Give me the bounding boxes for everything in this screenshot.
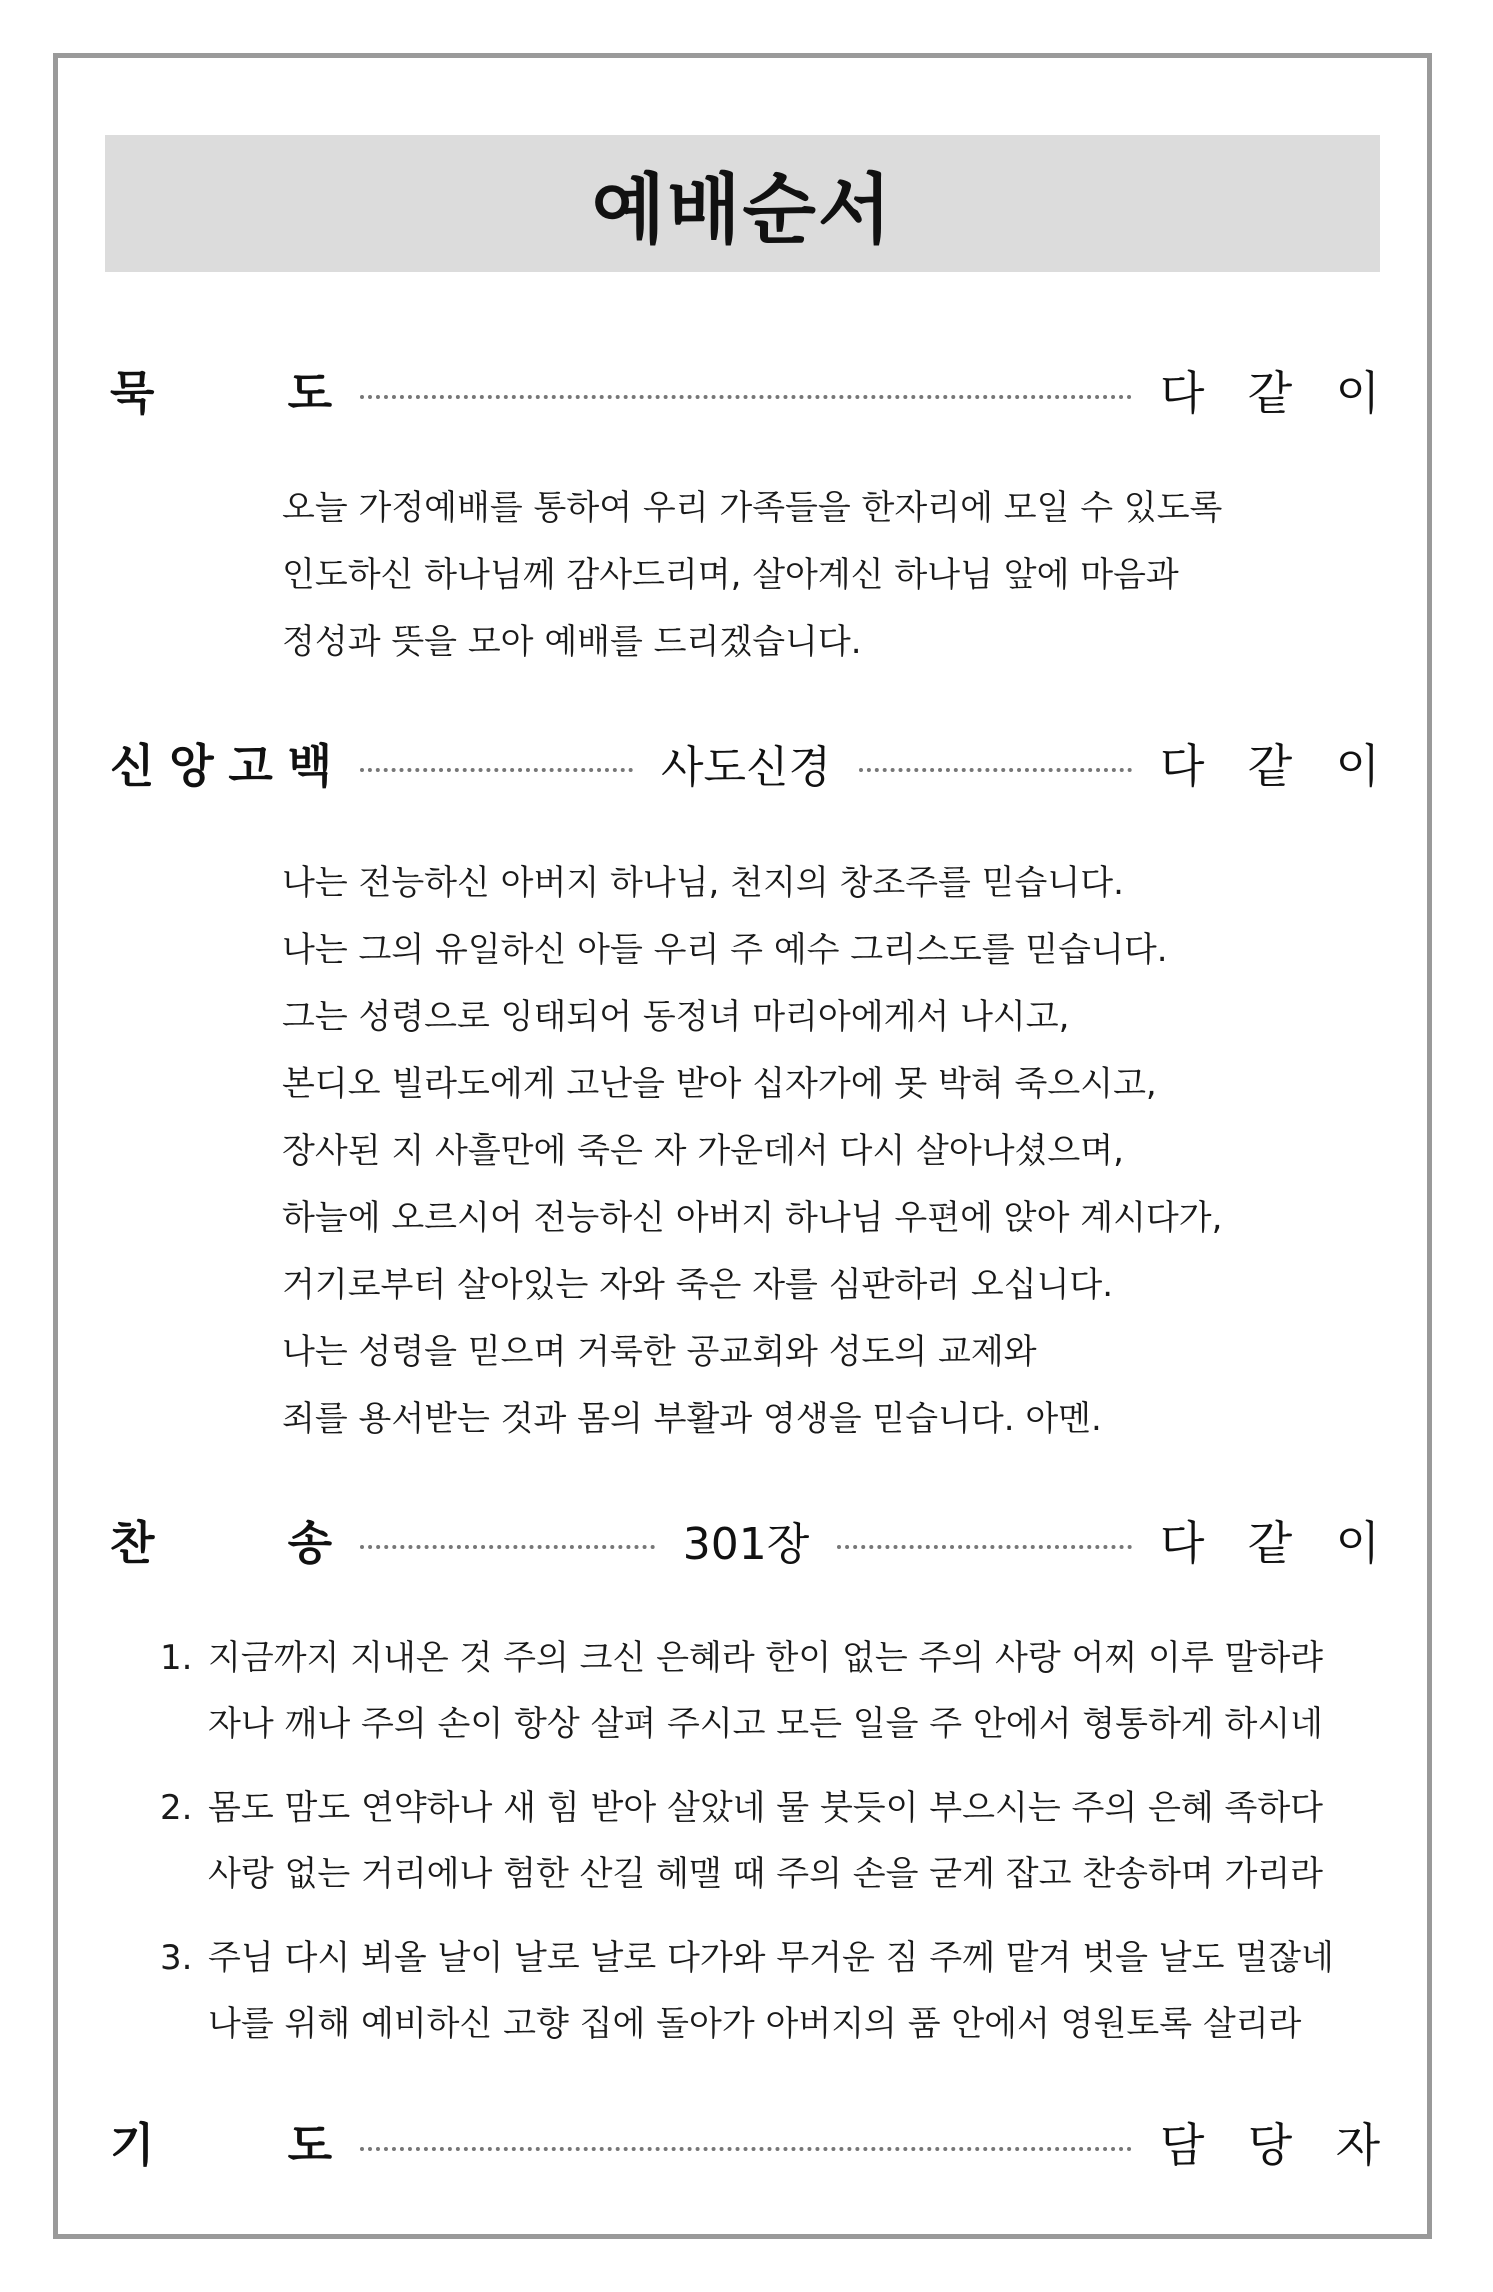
dot-leader [837,1545,1132,1549]
creed-text: 나는 전능하신 아버지 하나님, 천지의 창조주를 믿습니다. 나는 그의 유일하신 아들 우리 주 예수 그리스도를 믿습니다. 그는 성령으로 잉태되어 동정녀 마리아에게서 나시고, 본디오 빌라도에게 고난을 받아 십자가에 못 박혀 죽으시고, 장사된 지 사흘만에 죽은 자 가운데서 다시 살아나셨으며, 하늘에 오르시어 전능하신 아버지 하나님 우편에 앉아 계시다가, 거기로부터 살아있는 자와 죽은 자를 심판하러 오십니다. 나는 성령을 믿으며 거룩한 공교회와 성도의 교제와 죄를 용서받는 것과 몸의 부활과 영생을 믿습니다. 아멘. [282,863,1223,1439]
section-performer: 다 같 이 [1160,739,1381,793]
dot-leader [360,395,1132,399]
section-label: 기 도 [110,2118,332,2172]
creed-name: 사도신경 [661,742,832,793]
dot-leader [360,2147,1132,2151]
hymn-verse: 1. 지금까지 지내온 것 주의 크신 은혜라 한이 없는 주의 사랑 어찌 이루 말하랴 자나 깨나 주의 손이 항상 살펴 주시고 모든 일을 주 안에서 형통하게 하시네 [160,1638,1324,1744]
section-label: 찬 송 [110,1516,332,1570]
hymn-number: 301장 [682,1519,810,1570]
section-header-prayer [110,2107,1380,2177]
hymn-verse: 3. 주님 다시 뵈올 날이 날로 날로 다가와 무거운 짐 주께 맡겨 벗을 날도 멀잖네 나를 위해 예비하신 고향 집에 돌아가 아버지의 품 안에서 영원토록 살리라 [160,1938,1334,2044]
dot-leader [360,1545,655,1549]
title-banner [105,135,1380,272]
dot-leader [360,768,633,772]
section-header-creed [110,728,1380,798]
section-label: 묵 도 [110,366,332,420]
section-performer: 담 당 자 [1160,2118,1380,2172]
section-label: 신 앙 고 백 [110,739,332,793]
section-header-hymn [110,1505,1380,1575]
section-performer: 다 같 이 [1160,1516,1380,1570]
section-performer: 다 같 이 [1160,366,1380,420]
dot-leader [859,768,1132,772]
section-header-silent-prayer [110,355,1380,425]
silent-prayer-text: 오늘 가정예배를 통하여 우리 가족들을 한자리에 모일 수 있도록 인도하신 하나님께 감사드리며, 살아계신 하나님 앞에 마음과 정성과 뜻을 모아 예배를 드리겠습니다. [282,488,1223,662]
page-title: 예배순서 [591,165,894,254]
hymn-verse: 2. 몸도 맘도 연약하나 새 힘 받아 살았네 물 붓듯이 부으시는 주의 은혜 족하다 사랑 없는 거리에나 험한 산길 헤맬 때 주의 손을 굳게 잡고 찬송하며 가리라 [160,1788,1324,1894]
